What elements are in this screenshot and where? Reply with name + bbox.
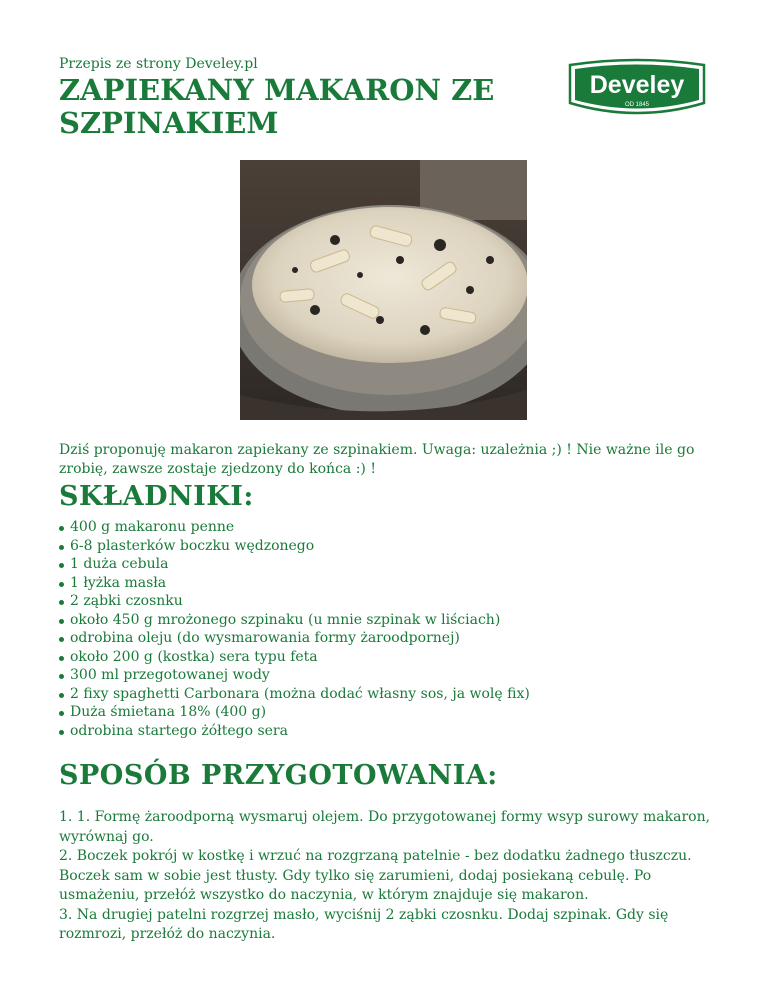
preparation-heading: SPOSÓB PRZYGOTOWANIA: (59, 760, 498, 791)
list-item: odrobina oleju (do wysmarowania formy żaroodpornej) (59, 629, 719, 648)
list-item: 2 ząbki czosnku (59, 592, 719, 611)
logo-since-text: OD 1845 (624, 102, 650, 108)
list-item: 2 fixy spaghetti Carbonara (można dodać własny sos, ja wolę fix) (59, 685, 719, 704)
list-item: 400 g makaronu penne (59, 518, 719, 537)
ingredients-heading: SKŁADNIKI: (59, 481, 254, 512)
source-line: Przepis ze strony Develey.pl (59, 56, 258, 72)
list-item: odrobina startego żółtego sera (59, 722, 719, 741)
baked-pasta-photo (240, 160, 527, 420)
logo-brand-text: Develey (589, 71, 685, 99)
develey-logo (564, 57, 710, 119)
list-item: około 200 g (kostka) sera typu feta (59, 648, 719, 667)
recipe-title: ZAPIEKANY MAKARON ZE SZPINAKIEM (59, 73, 495, 140)
list-item: Duża śmietana 18% (400 g) (59, 703, 719, 722)
list-item: 300 ml przegotowanej wody (59, 666, 719, 685)
step-text: 2. Boczek pokrój w kostkę i wrzuć na rozgrzaną patelnie - bez dodatku żadnego tłuszczu. Boczek sam w sobie jest tłusty. Gdy tylko się zarumieni, dodaj posiekaną cebulę. Po usmażeniu, przełóż wszystko do naczynia, w którym znajduje się makaron. (59, 848, 692, 903)
list-item: około 450 g mrożonego szpinaku (u mnie szpinak w liściach) (59, 611, 719, 630)
step-text: 3. Na drugiej patelni rozgrzej masło, wyciśnij 2 ząbki czosnku. Dodaj szpinak. Gdy się rozmrozi, przełóż do naczynia. (59, 906, 669, 942)
preparation-steps (59, 808, 719, 945)
intro-text: Dziś proponuję makaron zapiekany ze szpinakiem. Uwaga: uzależnia ;) ! Nie ważne ile go zrobię, zawsze zostaje zjedzony do końca :) ! (59, 442, 695, 477)
step-text: 1. 1. Formę żaroodporną wysmaruj olejem. Do przygotowanej formy wsyp surowy makaron, wyrównaj go. (59, 809, 711, 845)
ingredients-list (59, 518, 719, 740)
list-item: 1 łyżka masła (59, 574, 719, 593)
list-item: 1 duża cebula (59, 555, 719, 574)
list-item: 6-8 plasterków boczku wędzonego (59, 537, 719, 556)
